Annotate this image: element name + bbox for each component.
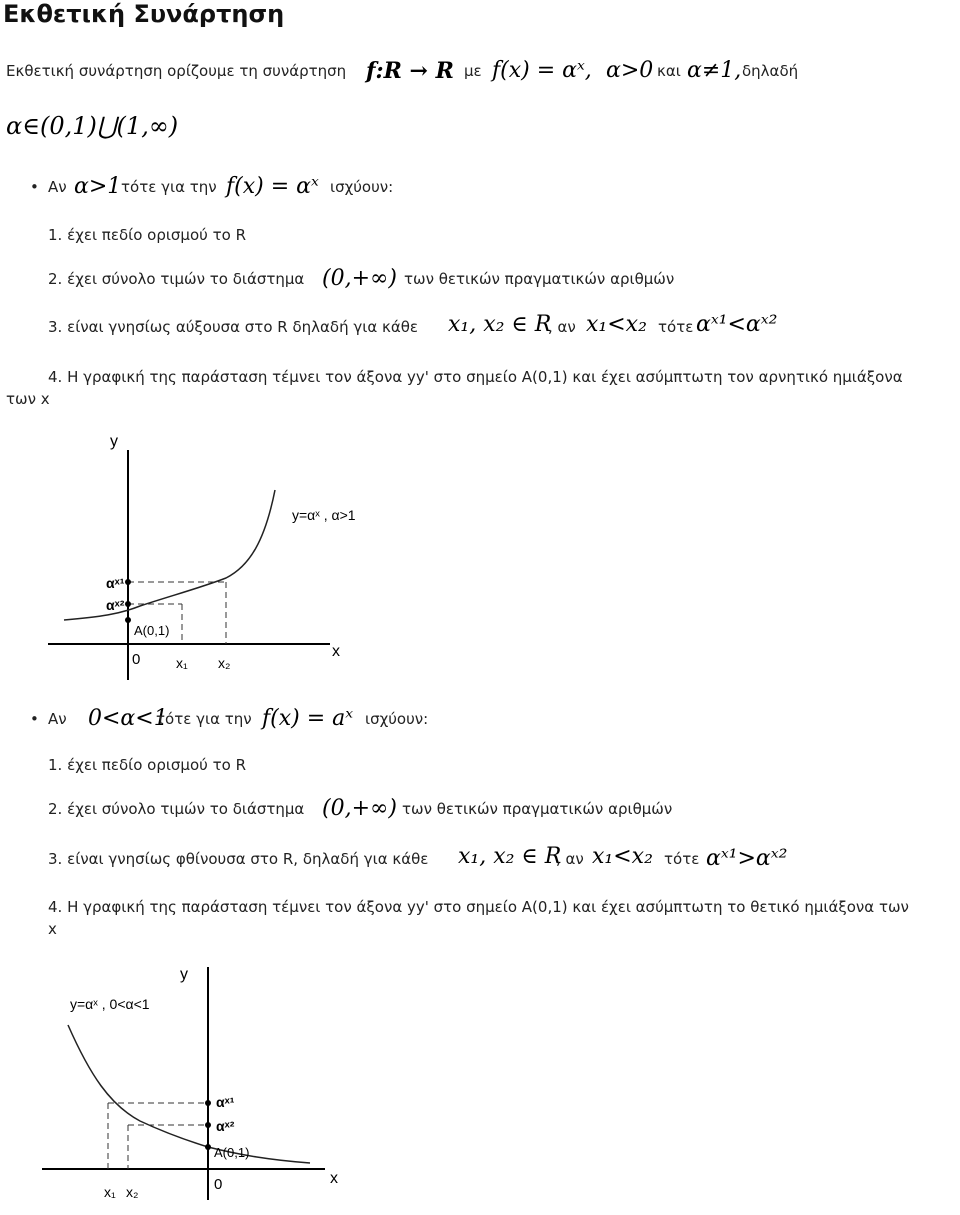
ax2-label: αˣ² [216,1118,235,1134]
domain-set: α∈(0,1)⋃(1,∞) [6,112,179,140]
case-b-then-2: τότε [664,850,700,868]
graph-decreasing [30,955,370,1210]
case-a-if-2: , αν [548,318,576,336]
case-b-inequality: x₁<x₂ [592,844,653,869]
intro-text-4: δηλαδή [742,62,799,80]
case-a-item-4-line-2: των x [6,390,50,408]
case-a-result: αˣ¹<αˣ² [696,312,778,337]
bullet-case-a: • [30,178,39,196]
case-b-item-4-line-1: 4. Η γραφική της παράσταση τέμνει τον άξονα yy' στο σημείο Α(0,1) και έχει ασύμπτωτη το θετικό ημιάξονα των [48,898,909,916]
case-b-vars: x₁, x₂ ∈ R [458,844,562,869]
intro-text-1: Εκθετική συνάρτηση ορίζουμε τη συνάρτηση [6,62,347,80]
condition-positive: α>0 [606,58,654,83]
origin-label: 0 [132,651,141,668]
case-b-result: αˣ¹>αˣ² [706,846,788,871]
x2-label: x₂ [218,655,231,671]
case-a-formula: f(x) = αˣ [226,174,319,199]
point-ax1 [125,579,131,585]
point-ax2 [205,1122,211,1128]
function-signature: f:R → R [366,58,454,84]
case-a-hold: ισχύουν: [330,178,394,196]
graph-increasing [40,420,400,690]
ax2-label: αˣ² [106,597,125,613]
case-b-item-1: 1. έχει πεδίο ορισμού το R [48,756,246,774]
point-ax2 [125,601,131,607]
x-axis-label: x [330,1170,338,1187]
exponential-curve [68,1025,310,1163]
condition-not-one: α≠1, [687,58,742,83]
case-a-then-2: τότε [658,318,694,336]
ax1-label: αˣ¹ [106,575,125,591]
case-a-vars: x₁, x₂ ∈ R [448,312,552,337]
bullet-case-b: • [30,710,39,728]
case-a-item-2: 2. έχει σύνολο τιμών το διάστημα [48,270,305,288]
point-a01 [205,1144,211,1150]
ax1-label: αˣ¹ [216,1094,235,1110]
y-axis-label: y [180,966,188,983]
page-title: Εκθετική Συνάρτηση [3,0,285,28]
case-b-then: τότε για την [156,710,252,728]
intro-text-3: και [657,62,681,80]
case-b-interval: (0,+∞) [322,796,397,821]
case-a-then: τότε για την [121,178,217,196]
x-axis-label: x [332,643,340,660]
case-b-if: Αν [48,710,67,728]
case-a-condition: α>1 [74,174,122,199]
case-b-formula: f(x) = aˣ [262,706,354,731]
case-b-condition: 0<α<1 [88,706,168,731]
point-label: A(0,1) [134,623,170,638]
point-a01 [125,617,131,623]
case-a-interval: (0,+∞) [322,266,397,291]
case-b-item-4-line-2: x [48,920,57,938]
exponential-curve [64,490,275,620]
case-b-item-2-rest: των θετικών πραγματικών αριθμών [402,800,673,818]
curve-label: y=αˣ , 0<α<1 [70,996,150,1012]
x2-label: x₂ [126,1184,139,1200]
case-b-item-3: 3. είναι γνησίως φθίνουσα στο R, δηλαδή για κάθε [48,850,429,868]
x1-label: x₁ [176,655,188,671]
origin-label: 0 [214,1176,223,1193]
function-formula: f(x) = αˣ, [492,58,592,83]
y-axis-label: y [110,433,118,450]
case-b-item-2: 2. έχει σύνολο τιμών το διάστημα [48,800,305,818]
x1-label: x₁ [104,1184,116,1200]
point-label: A(0,1) [214,1145,250,1160]
case-b-hold: ισχύουν: [365,710,429,728]
case-a-item-1: 1. έχει πεδίο ορισμού το R [48,226,246,244]
case-a-if: Αν [48,178,67,196]
case-a-item-4-line-1: 4. Η γραφική της παράσταση τέμνει τον άξονα yy' στο σημείο Α(0,1) και έχει ασύμπτωτη τον αρνητικό ημιάξονα [48,368,903,386]
intro-text-2: με [464,62,482,80]
case-b-if-2: , αν [556,850,584,868]
point-ax1 [205,1100,211,1106]
case-a-item-3: 3. είναι γνησίως αύξουσα στο R δηλαδή για κάθε [48,318,418,336]
case-a-inequality: x₁<x₂ [586,312,647,337]
case-a-item-2-rest: των θετικών πραγματικών αριθμών [404,270,675,288]
curve-label: y=αˣ , α>1 [292,507,356,523]
